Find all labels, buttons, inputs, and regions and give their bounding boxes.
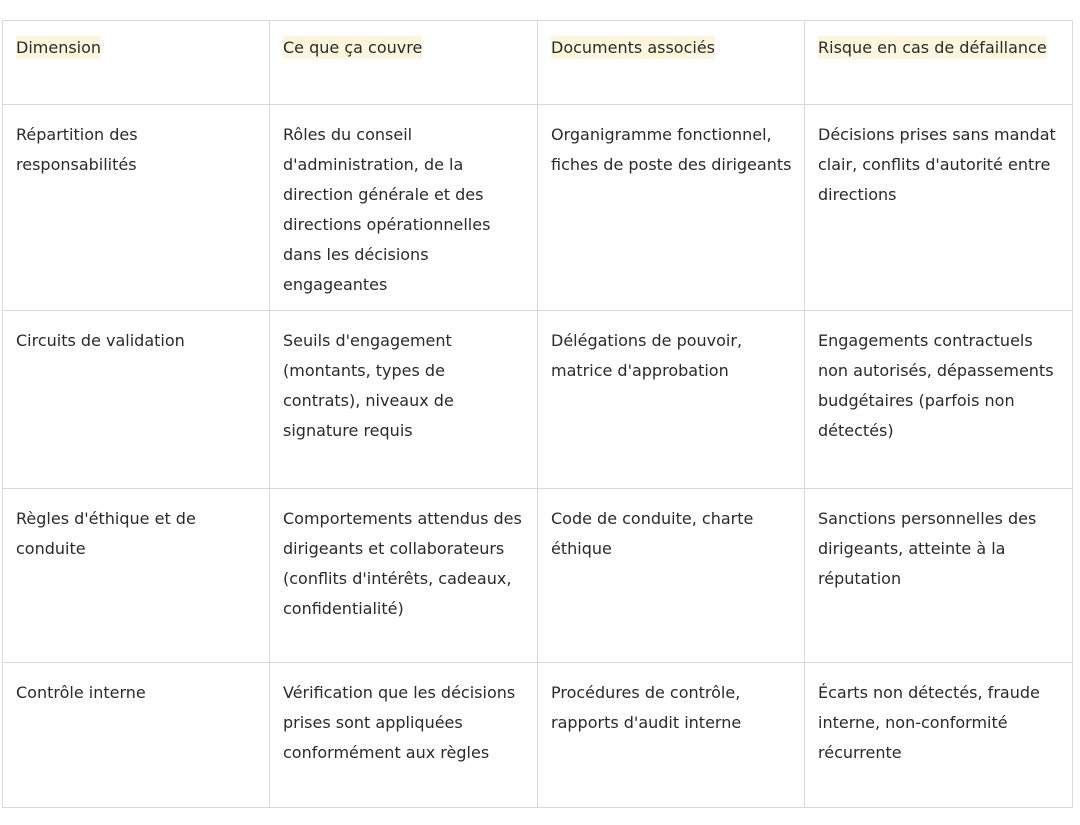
table-row — [3, 311, 1073, 489]
header-cell-dimension — [3, 21, 270, 105]
cell-risque: Décisions prises sans mandat clair, conflits d'autorité entre directions — [805, 105, 1073, 311]
cell-documents: Organigramme fonctionnel, fiches de poste des dirigeants — [538, 105, 805, 311]
cell-couvre: Rôles du conseil d'administration, de la direction générale et des directions opérationnelles dans les décisions engageantes — [270, 105, 538, 311]
cell-risque: Écarts non détectés, fraude interne, non-conformité récurrente — [805, 663, 1073, 808]
cell-documents: Procédures de contrôle, rapports d'audit interne — [538, 663, 805, 808]
header-label-risque: Risque en cas de défaillance — [818, 38, 1047, 57]
cell-risque: Engagements contractuels non autorisés, dépassements budgétaires (parfois non détectés) — [805, 311, 1073, 489]
cell-documents: Délégations de pouvoir, matrice d'approbation — [538, 311, 805, 489]
header-label-documents: Documents associés — [551, 38, 715, 57]
header-cell-documents — [538, 21, 805, 105]
header-cell-risque — [805, 21, 1073, 105]
cell-couvre: Comportements attendus des dirigeants et collaborateurs (conflits d'intérêts, cadeaux, confidentialité) — [270, 489, 538, 663]
cell-dimension: Règles d'éthique et de conduite — [3, 489, 270, 663]
cell-documents: Code de conduite, charte éthique — [538, 489, 805, 663]
cell-dimension: Répartition des responsabilités — [3, 105, 270, 311]
cell-dimension: Contrôle interne — [3, 663, 270, 808]
table-header-row — [3, 21, 1073, 105]
table-row — [3, 105, 1073, 311]
governance-table-container — [2, 20, 1072, 808]
governance-table — [2, 20, 1073, 808]
cell-couvre: Seuils d'engagement (montants, types de contrats), niveaux de signature requis — [270, 311, 538, 489]
table-row — [3, 489, 1073, 663]
table-row — [3, 663, 1073, 808]
header-label-couvre: Ce que ça couvre — [283, 38, 423, 57]
cell-risque: Sanctions personnelles des dirigeants, atteinte à la réputation — [805, 489, 1073, 663]
cell-couvre: Vérification que les décisions prises sont appliquées conformément aux règles — [270, 663, 538, 808]
header-label-dimension: Dimension — [16, 38, 102, 57]
header-cell-couvre — [270, 21, 538, 105]
cell-dimension: Circuits de validation — [3, 311, 270, 489]
